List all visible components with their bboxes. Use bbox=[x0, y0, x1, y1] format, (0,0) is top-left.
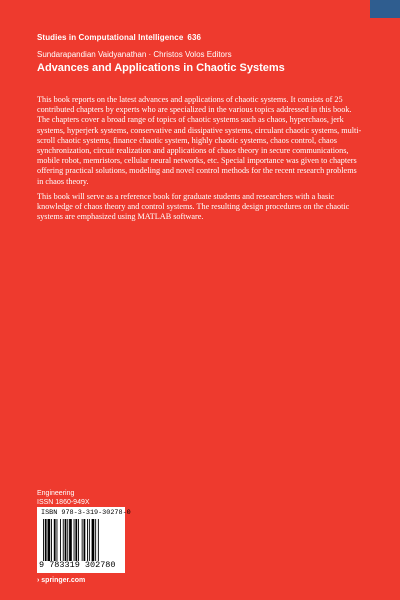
issn: ISSN 1860-949X bbox=[37, 499, 90, 506]
imprint bbox=[37, 489, 90, 507]
blurb-paragraph-2: This book will serve as a reference book for graduate students and researchers with a basic knowledge of chaos theory and control systems. The resulting design procedures on the chaotic systems are emphasized using MATLAB software. bbox=[37, 191, 350, 222]
blurb bbox=[37, 95, 363, 227]
corner-strip bbox=[370, 0, 400, 18]
authors-line bbox=[37, 50, 232, 59]
isbn-text: ISBN 978-3-319-30278-0 bbox=[41, 509, 131, 517]
website-link[interactable]: › springer.com bbox=[37, 577, 86, 584]
authors-role: Editors bbox=[206, 50, 232, 59]
authors: Sundarapandian Vaidyanathan · Christos Volos bbox=[37, 50, 205, 59]
ean-text: 9 783319 302780 bbox=[39, 560, 116, 570]
series-name: Studies in Computational Intelligence bbox=[37, 33, 184, 42]
barcode-graphic bbox=[43, 519, 119, 561]
book-title: Advances and Applications in Chaotic Systems bbox=[37, 62, 285, 74]
blurb-paragraph-1: This book reports on the latest advances and applications of chaotic systems. It consists of 25 contributed chapters by experts who are specialized in the various topics addressed in this book. The chapters cover a broad range of topics of chaotic systems such as chaos, hyperchaos, jerk systems, hyperjerk systems, conservative and dissipative systems, circulant chaotic systems, multi-scroll chaotic systems, finance chaotic system, highly chaotic systems, chaos control, chaos synchronization, circuit realization and applications of chaos theory in secure communications, mobile robot, memristors, cellular neural networks, etc. Special importance was given to chapters offering practical solutions, modeling and novel control methods for the recent research problems in chaos theory. bbox=[37, 95, 362, 186]
subject-label: Engineering bbox=[37, 490, 75, 497]
barcode-box bbox=[37, 507, 131, 573]
series-number: 636 bbox=[187, 33, 202, 42]
series-line bbox=[37, 33, 201, 42]
